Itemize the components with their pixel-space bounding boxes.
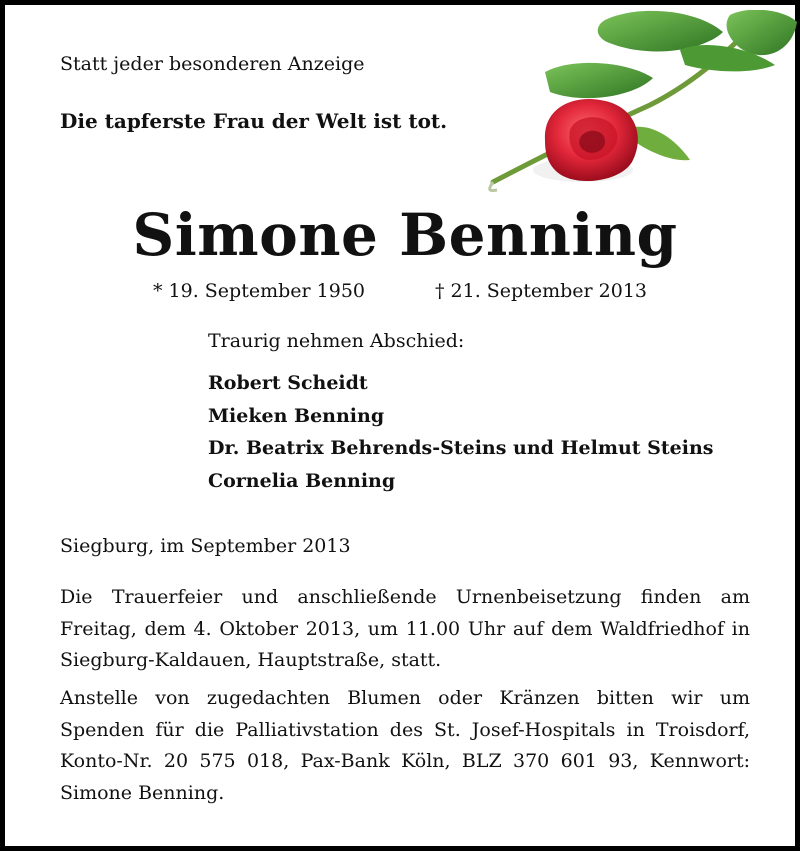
place-date: Siegburg, im September 2013 <box>60 535 351 557</box>
donation-paragraph: Anstelle von zugedachten Blumen oder Kränzen bitten wir um Spenden für die Palliativstation des St. Josef-Hospitals in Troisdorf, Konto-Nr. 20 575 018, Pax-Bank Köln, BLZ 370 601 93, Kennwort: Simone Benning. <box>60 687 750 804</box>
mourner-list <box>208 367 713 497</box>
mourner-name: Dr. Beatrix Behrends-Steins und Helmut Steins <box>208 437 714 459</box>
mourner-name: Mieken Benning <box>208 404 385 427</box>
mourner-name: Robert Scheidt <box>208 372 368 394</box>
notice-intro: Statt jeder besonderen Anzeige <box>60 53 365 75</box>
mourner-name: Cornelia Benning <box>208 469 396 492</box>
rose-icon <box>475 10 800 200</box>
notice-tagline: Die tapferste Frau der Welt ist tot. <box>60 109 448 133</box>
deceased-name: Simone Benning <box>132 201 678 269</box>
funeral-paragraph: Die Trauerfeier und anschließende Urnenbeisetzung finden am Freitag, dem 4. Oktober 2013, um 11.00 Uhr auf dem Waldfriedhof in Siegburg-Kaldauen, Hauptstraße, statt. <box>60 586 750 671</box>
farewell-label: Traurig nehmen Abschied: <box>208 330 465 352</box>
death-date: † 21. September 2013 <box>435 280 647 302</box>
birth-date: * 19. September 1950 <box>153 280 365 302</box>
